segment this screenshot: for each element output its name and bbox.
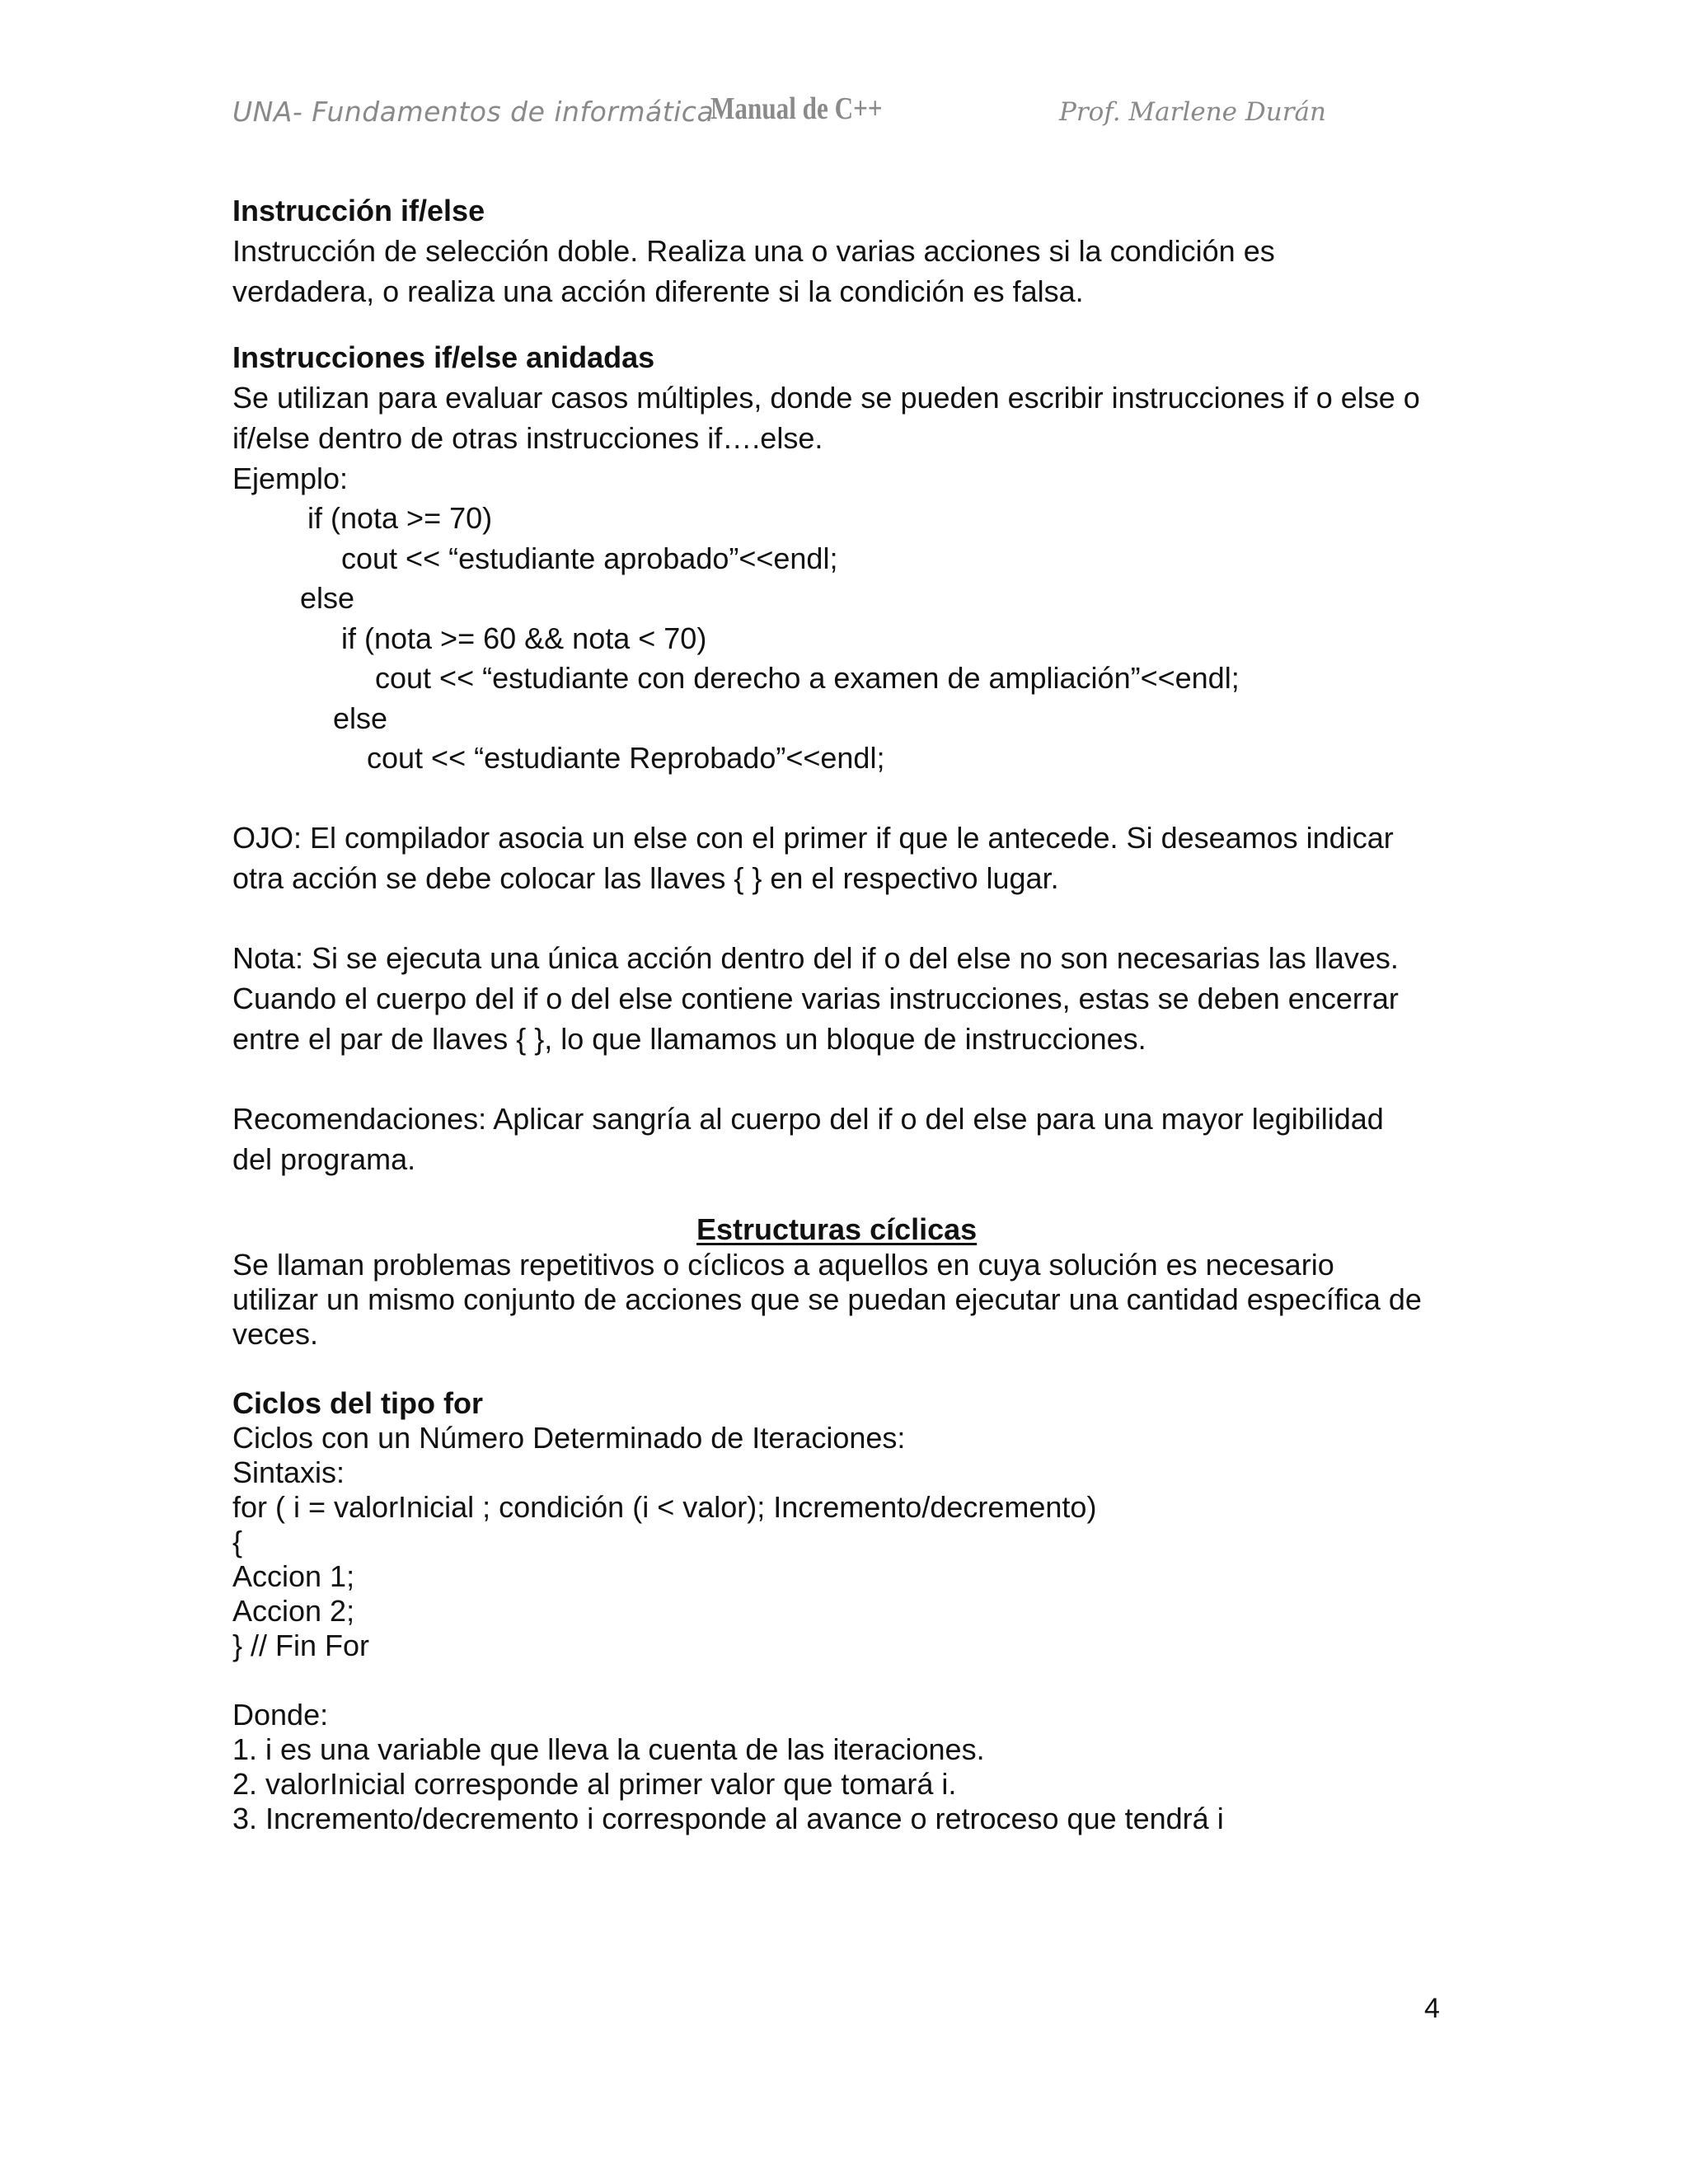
header-title: Manual de C++: [710, 91, 883, 126]
paragraph-line: Se llaman problemas repetitivos o cíclicos a aquellos en cuya solución es necesario: [232, 1248, 1334, 1282]
heading-nested-ifelse: Instrucciones if/else anidadas: [232, 340, 655, 374]
code-line: else: [333, 701, 388, 735]
paragraph-line: utilizar un mismo conjunto de acciones que se puedan ejecutar una cantidad específica de: [232, 1282, 1422, 1316]
code-line: for ( i = valorInicial ; condición (i < valor); Incremento/decremento): [232, 1490, 1097, 1524]
paragraph-line: Se utilizan para evaluar casos múltiples, donde se pueden escribir instrucciones if o else o: [232, 381, 1420, 415]
code-line: else: [300, 581, 355, 615]
paragraph-line: Ciclos con un Número Determinado de Iteraciones:: [232, 1421, 906, 1455]
paragraph-line: Recomendaciones: Aplicar sangría al cuerpo del if o del else para una mayor legibilidad: [232, 1102, 1384, 1136]
paragraph-line: if/else dentro de otras instrucciones if….else.: [232, 421, 823, 455]
code-line: cout << “estudiante Reprobado”<<endl;: [367, 741, 885, 775]
page-header: [232, 91, 1452, 140]
header-course: UNA- Fundamentos de informática: [232, 96, 715, 128]
header-author: Prof. Marlene Durán: [1059, 97, 1326, 127]
code-line: {: [232, 1525, 243, 1558]
paragraph-line: otra acción se debe colocar las llaves { } en el respectivo lugar.: [232, 861, 1059, 895]
code-line: cout << “estudiante aprobado”<<endl;: [341, 541, 838, 575]
code-line: Accion 1;: [232, 1559, 355, 1593]
code-line: if (nota >= 70): [307, 501, 493, 535]
heading-ifelse: Instrucción if/else: [232, 194, 485, 227]
code-line: if (nota >= 60 && nota < 70): [341, 621, 707, 655]
paragraph-line: verdadera, o realiza una acción diferente si la condición es falsa.: [232, 274, 1084, 308]
list-item: 3. Incremento/decremento i corresponde al avance o retroceso que tendrá i: [232, 1802, 1224, 1835]
paragraph-line: OJO: El compilador asocia un else con el primer if que le antecede. Si deseamos indicar: [232, 821, 1394, 855]
list-item: 2. valorInicial corresponde al primer valor que tomará i.: [232, 1767, 957, 1801]
code-line: } // Fin For: [232, 1629, 370, 1662]
heading-cyclic-structures: Estructuras cíclicas: [696, 1212, 978, 1246]
paragraph-line: entre el par de llaves { }, lo que llamamos un bloque de instrucciones.: [232, 1022, 1146, 1056]
list-item: 1. i es una variable que lleva la cuenta de las iteraciones.: [232, 1732, 985, 1766]
paragraph-line: Cuando el cuerpo del if o del else contiene varias instrucciones, estas se deben encerrar: [232, 982, 1399, 1015]
donde-label: Donde:: [232, 1698, 329, 1732]
paragraph-line: Instrucción de selección doble. Realiza una o varias acciones si la condición es: [232, 234, 1275, 268]
code-line: Accion 2;: [232, 1594, 355, 1628]
code-line: cout << “estudiante con derecho a examen de ampliación”<<endl;: [375, 661, 1240, 695]
example-label: Ejemplo:: [232, 462, 349, 495]
paragraph-line: Sintaxis:: [232, 1455, 345, 1489]
paragraph-line: del programa.: [232, 1142, 416, 1176]
paragraph-line: veces.: [232, 1317, 319, 1351]
page-number: 4: [1424, 1993, 1440, 2024]
paragraph-line: Nota: Si se ejecuta una única acción dentro del if o del else no son necesarias las llaves.: [232, 941, 1399, 975]
heading-for-loops: Ciclos del tipo for: [232, 1386, 484, 1420]
